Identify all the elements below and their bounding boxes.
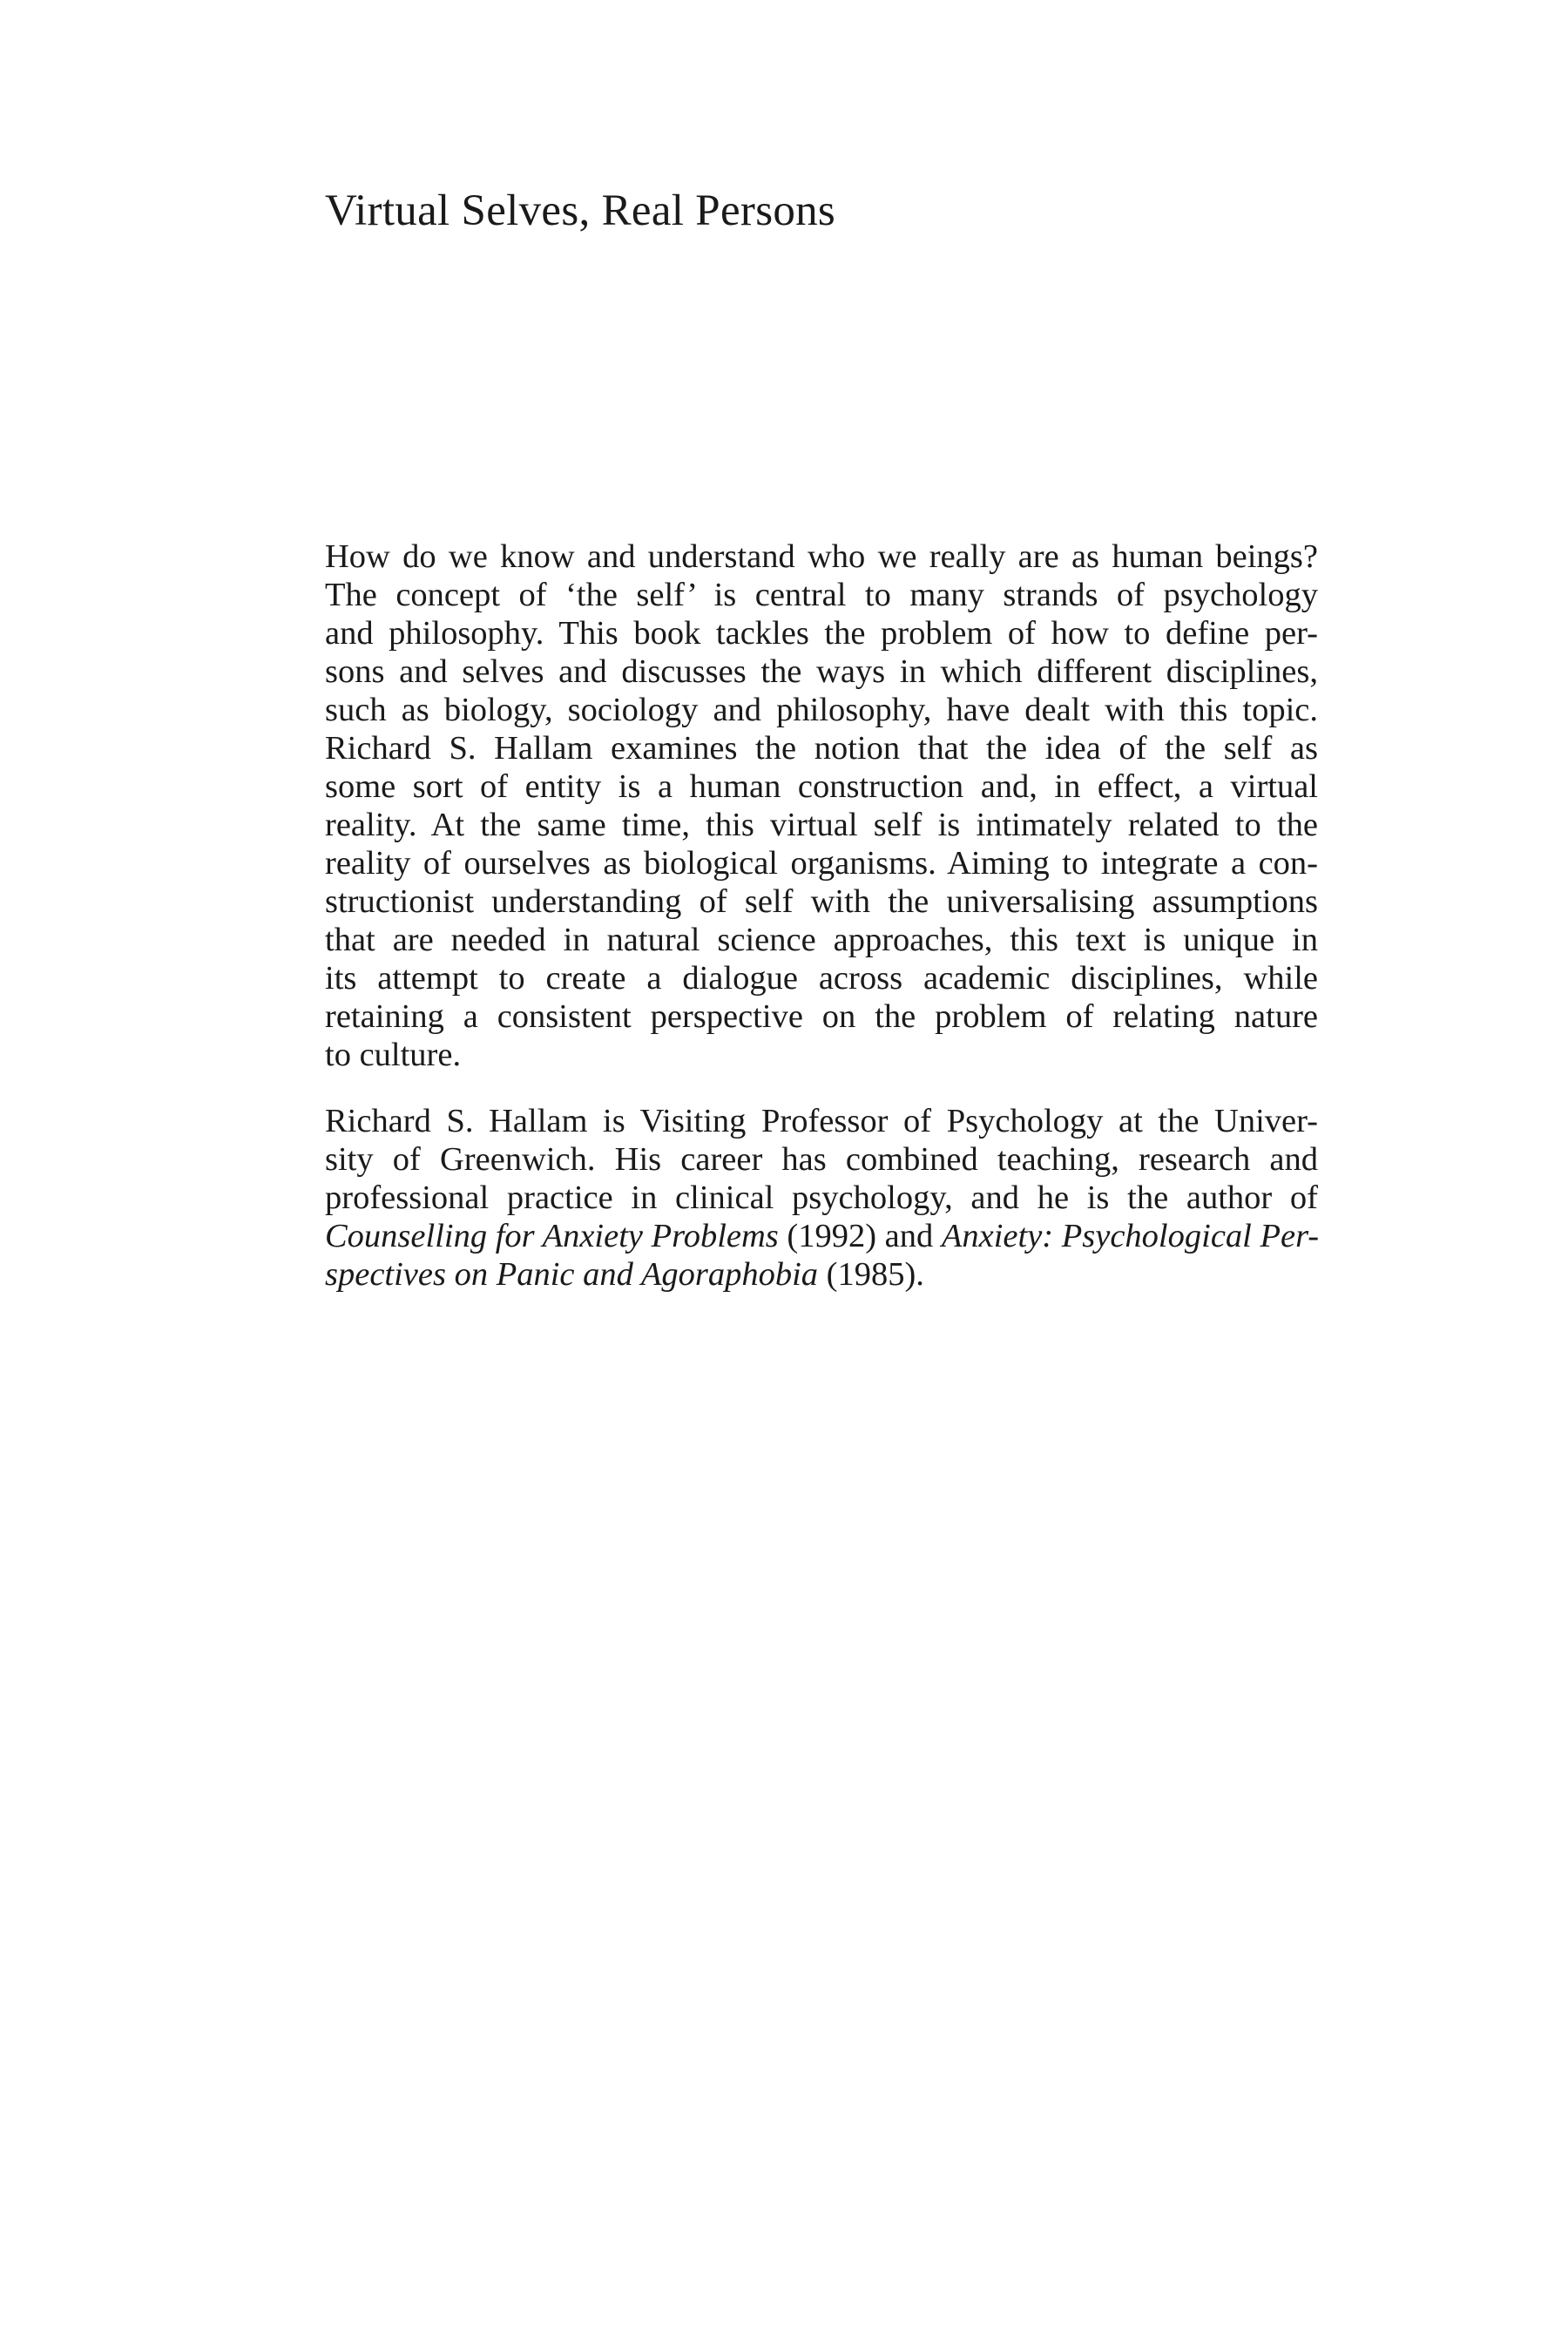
description-line: to culture. (325, 1037, 462, 1073)
author-bio (325, 1102, 1318, 1294)
description-line: that are needed in natural science approaches, this text is unique in (325, 922, 1318, 958)
book-title-anxiety-continued: spectives on Panic and Agoraphobia (325, 1256, 819, 1293)
book-title-counselling: Counselling for Anxiety Problems (325, 1218, 779, 1254)
bio-line: sity of Greenwich. His career has combined teaching, research and (325, 1141, 1318, 1178)
bio-line: Richard S. Hallam is Visiting Professor of Psychology at the Univer- (325, 1103, 1318, 1139)
description-line: Richard S. Hallam examines the notion that the idea of the self as (325, 730, 1318, 767)
page-title: Virtual Selves, Real Persons (325, 186, 836, 235)
description-line: retaining a consistent perspective on the problem of relating nature (325, 998, 1318, 1035)
description-line: such as biology, sociology and philosophy, have dealt with this topic. (325, 692, 1318, 728)
description-line: sons and selves and discusses the ways in which different disciplines, (325, 653, 1318, 690)
description-line: structionist understanding of self with the universalising assumptions (325, 883, 1318, 920)
bio-text: (1985). (818, 1256, 924, 1293)
description-line: and philosophy. This book tackles the problem of how to define per- (325, 615, 1318, 652)
book-title-anxiety: Anxiety: Psychological Per- (941, 1218, 1320, 1254)
description-line: reality. At the same time, this virtual self is intimately related to the (325, 807, 1318, 843)
description-line: The concept of ‘the self’ is central to many strands of psychology (325, 577, 1318, 613)
description-line: its attempt to create a dialogue across academic disciplines, while (325, 960, 1318, 997)
bio-line: professional practice in clinical psychology, and he is the author of (325, 1179, 1318, 1216)
book-description (325, 537, 1318, 1074)
description-line: some sort of entity is a human construction and, in effect, a virtual (325, 768, 1318, 805)
description-line: How do we know and understand who we really are as human beings? (325, 538, 1318, 575)
bio-line (325, 1255, 1318, 1294)
bio-text: (1992) and (778, 1218, 942, 1254)
bio-line (325, 1217, 1318, 1255)
description-line: reality of ourselves as biological organisms. Aiming to integrate a con- (325, 845, 1318, 882)
